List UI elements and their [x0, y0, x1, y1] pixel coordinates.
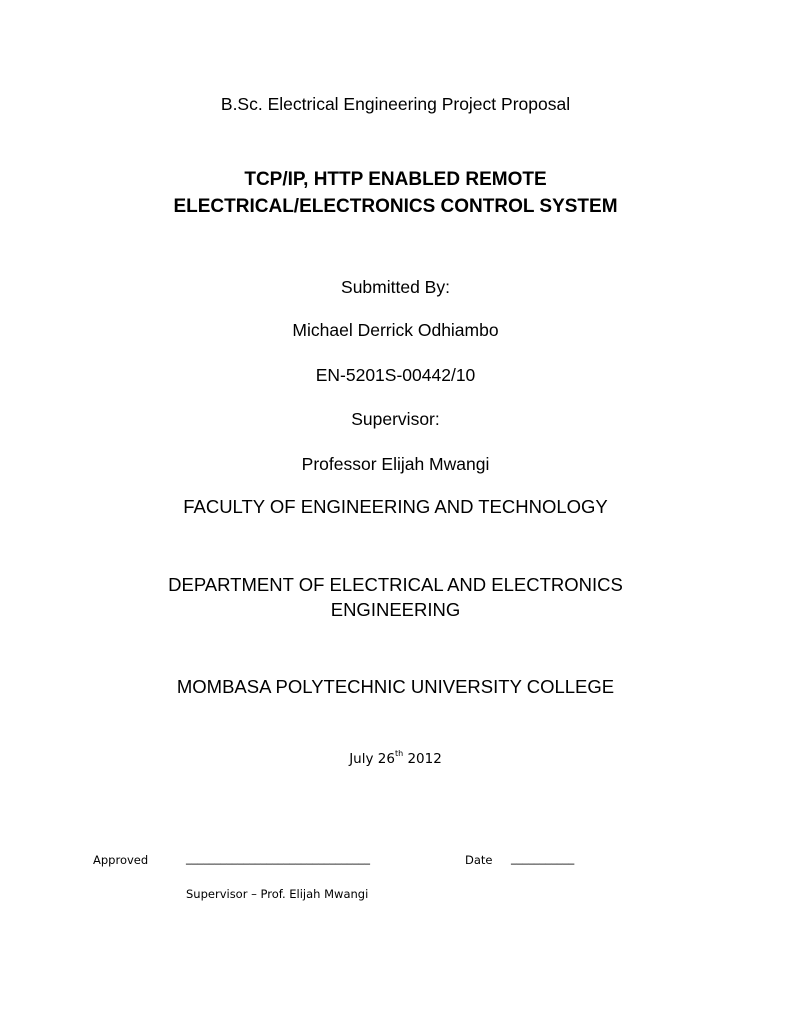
faculty-name: FACULTY OF ENGINEERING AND TECHNOLOGY — [183, 496, 608, 517]
department-line-2: ENGINEERING — [330, 599, 461, 620]
supervisor-name: Professor Elijah Mwangi — [301, 454, 490, 474]
registration-number: EN-5201S-00442/10 — [315, 365, 476, 385]
date-label: Date — [465, 853, 493, 867]
date-signature-line: ___________ — [511, 851, 575, 865]
date-ordinal-suffix: th — [394, 749, 404, 758]
supervisor-label: Supervisor: — [351, 409, 440, 429]
program-line: B.Sc. Electrical Engineering Project Proposal — [220, 94, 571, 114]
date-month-day: July 26 — [349, 751, 395, 767]
proposal-date — [0, 750, 791, 768]
title-line-1: TCP/IP, HTTP ENABLED REMOTE — [244, 169, 547, 190]
date-year: 2012 — [403, 751, 442, 767]
approved-label: Approved — [93, 853, 149, 867]
student-name: Michael Derrick Odhiambo — [292, 320, 499, 340]
title-line-2: ELECTRICAL/ELECTRONICS CONTROL SYSTEM — [173, 196, 618, 217]
signatory-caption: Supervisor – Prof. Elijah Mwangi — [186, 887, 369, 901]
signature-line: ________________________________ — [186, 851, 370, 865]
institution-name: MOMBASA POLYTECHNIC UNIVERSITY COLLEGE — [176, 676, 615, 697]
submitted-by-label: Submitted By: — [341, 277, 450, 297]
department-line-1: DEPARTMENT OF ELECTRICAL AND ELECTRONICS — [168, 574, 623, 595]
